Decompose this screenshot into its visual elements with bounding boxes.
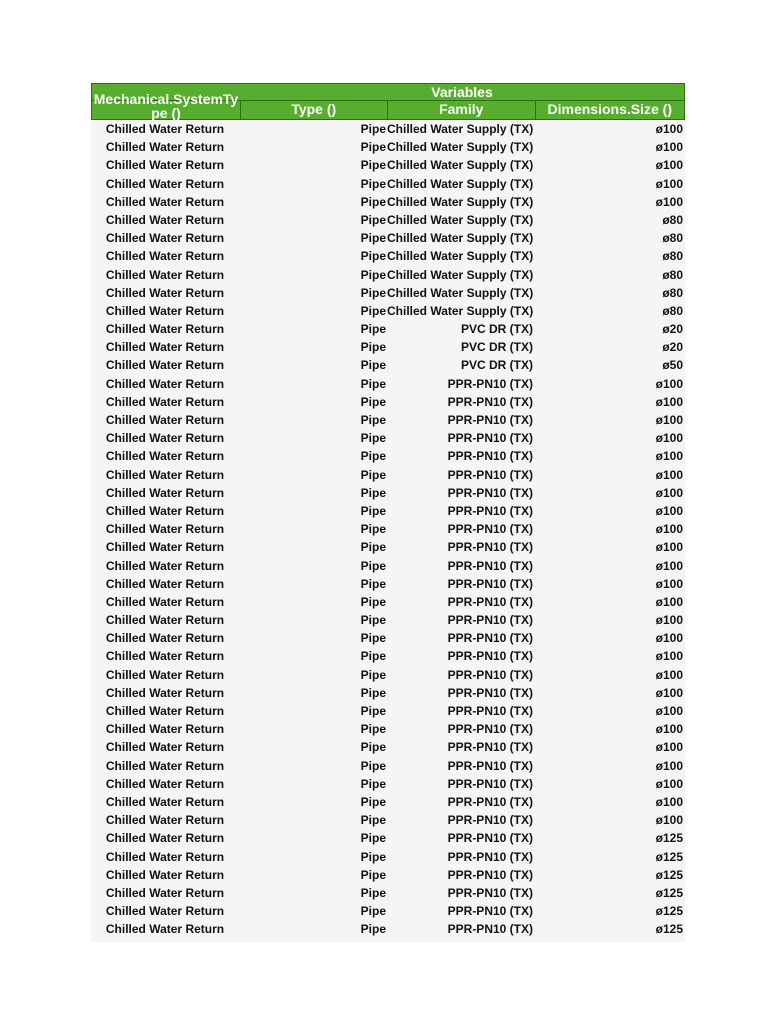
cell-type[interactable]: Pipe [360, 867, 386, 882]
cell-system-type[interactable]: Chilled Water Return [105, 413, 225, 427]
table-row [91, 848, 685, 866]
table-row [91, 593, 685, 611]
cell-size[interactable]: ø100 [655, 794, 683, 809]
table-row [91, 466, 685, 484]
cell-type[interactable]: Pipe [360, 467, 386, 482]
cell-size[interactable]: ø125 [655, 831, 683, 846]
cell-size[interactable]: ø80 [662, 303, 683, 318]
cell-system-type[interactable]: Chilled Water Return [105, 885, 225, 900]
cell-family[interactable]: Chilled Water Supply (TX) [387, 140, 534, 155]
cell-size[interactable]: ø100 [655, 431, 683, 446]
cell-system-type[interactable]: Chilled Water Return [105, 849, 225, 864]
cell-type[interactable]: Pipe [360, 794, 386, 809]
table-row [91, 375, 685, 393]
cell-system-type[interactable]: Chilled Water Return [105, 904, 225, 919]
table-row [91, 211, 685, 229]
cell-system-type[interactable]: Chilled Water Return [105, 758, 225, 773]
cell-type[interactable]: Pipe [360, 704, 386, 718]
cell-system-type[interactable]: Chilled Water Return [105, 631, 225, 646]
cell-size[interactable]: ø100 [655, 667, 683, 682]
cell-size[interactable]: ø100 [655, 394, 683, 409]
table-row [91, 175, 685, 193]
column-header-size[interactable]: Dimensions.Size () [535, 101, 685, 119]
cell-system-type[interactable]: Chilled Water Return [105, 649, 225, 664]
cell-family[interactable]: PPR-PN10 (TX) [447, 740, 533, 755]
cell-family[interactable]: PPR-PN10 (TX) [447, 885, 533, 900]
cell-type[interactable]: Pipe [360, 758, 386, 773]
table-row [91, 193, 685, 211]
cell-family[interactable]: PPR-PN10 (TX) [447, 413, 533, 427]
cell-system-type[interactable]: Chilled Water Return [105, 740, 225, 755]
cell-family[interactable]: PPR-PN10 (TX) [447, 722, 533, 737]
table-row [91, 429, 685, 447]
cell-system-type[interactable]: Chilled Water Return [105, 285, 225, 300]
cell-size[interactable]: ø100 [655, 140, 683, 155]
cell-size[interactable]: ø100 [655, 467, 683, 482]
cell-family[interactable]: PPR-PN10 (TX) [447, 558, 533, 573]
cell-type[interactable]: Pipe [360, 558, 386, 573]
table-row [91, 356, 685, 374]
cell-family[interactable]: PPR-PN10 (TX) [447, 485, 533, 500]
cell-type[interactable]: Pipe [360, 358, 386, 373]
cell-family[interactable]: PPR-PN10 (TX) [447, 394, 533, 409]
table-row [91, 156, 685, 174]
cell-system-type[interactable]: Chilled Water Return [105, 267, 225, 282]
cell-type[interactable]: Pipe [360, 449, 386, 464]
cell-size[interactable]: ø100 [655, 776, 683, 791]
cell-type[interactable]: Pipe [360, 722, 386, 737]
cell-type[interactable]: Pipe [360, 158, 386, 173]
cell-size[interactable]: ø100 [655, 176, 683, 191]
table-row [91, 884, 685, 902]
table-row [91, 484, 685, 502]
cell-type[interactable]: Pipe [360, 231, 386, 246]
cell-type[interactable]: Pipe [360, 813, 386, 828]
cell-system-type[interactable]: Chilled Water Return [105, 685, 225, 700]
column-header-type[interactable]: Type () [240, 101, 388, 119]
cell-size[interactable]: ø125 [655, 867, 683, 882]
column-header-family[interactable]: Family [387, 101, 535, 119]
cell-system-type[interactable]: Chilled Water Return [105, 176, 225, 191]
cell-size[interactable]: ø100 [655, 503, 683, 518]
cell-family[interactable]: PPR-PN10 (TX) [447, 813, 533, 828]
cell-type[interactable]: Pipe [360, 140, 386, 155]
table-row [91, 411, 685, 429]
cell-family[interactable]: Chilled Water Supply (TX) [387, 194, 534, 209]
cell-system-type[interactable]: Chilled Water Return [105, 813, 225, 828]
table-row [91, 920, 685, 938]
cell-type[interactable]: Pipe [360, 431, 386, 446]
cell-type[interactable]: Pipe [360, 322, 386, 337]
cell-type[interactable]: Pipe [360, 413, 386, 427]
cell-system-type[interactable]: Chilled Water Return [105, 212, 225, 227]
table-row [91, 229, 685, 247]
cell-size[interactable]: ø100 [655, 522, 683, 537]
table-row [91, 138, 685, 156]
cell-system-type[interactable]: Chilled Water Return [105, 503, 225, 518]
cell-size[interactable]: ø100 [655, 594, 683, 609]
data-table [91, 83, 685, 942]
cell-family[interactable]: PPR-PN10 (TX) [447, 667, 533, 682]
table-row [91, 611, 685, 629]
cell-family[interactable]: PPR-PN10 (TX) [447, 431, 533, 446]
cell-family[interactable]: PPR-PN10 (TX) [447, 867, 533, 882]
table-row [91, 684, 685, 702]
table-row [91, 575, 685, 593]
table-row [91, 738, 685, 756]
cell-system-type[interactable]: Chilled Water Return [105, 922, 225, 937]
cell-family[interactable]: PPR-PN10 (TX) [447, 540, 533, 555]
cell-family[interactable]: PPR-PN10 (TX) [447, 576, 533, 591]
cell-type[interactable]: Pipe [360, 594, 386, 609]
cell-size[interactable]: ø100 [655, 758, 683, 773]
cell-system-type[interactable]: Chilled Water Return [105, 558, 225, 573]
table-row [91, 666, 685, 684]
cell-type[interactable]: Pipe [360, 540, 386, 555]
cell-system-type[interactable]: Chilled Water Return [105, 140, 225, 155]
cell-size[interactable]: ø100 [655, 413, 683, 427]
table-row [91, 447, 685, 465]
cell-size[interactable]: ø20 [662, 322, 683, 337]
cell-family[interactable]: PPR-PN10 (TX) [447, 758, 533, 773]
cell-family[interactable]: PVC DR (TX) [461, 322, 533, 337]
cell-family[interactable]: PPR-PN10 (TX) [447, 685, 533, 700]
table-row [91, 502, 685, 520]
cell-size[interactable]: ø125 [655, 849, 683, 864]
cell-type[interactable]: Pipe [360, 267, 386, 282]
cell-system-type[interactable]: Chilled Water Return [105, 122, 225, 136]
table-row [91, 247, 685, 265]
cell-family[interactable]: PVC DR (TX) [461, 340, 533, 355]
cell-size[interactable]: ø100 [655, 122, 683, 136]
cell-system-type[interactable]: Chilled Water Return [105, 376, 225, 391]
cell-type[interactable]: Pipe [360, 376, 386, 391]
table-row [91, 393, 685, 411]
cell-family[interactable]: Chilled Water Supply (TX) [387, 176, 534, 191]
cell-system-type[interactable]: Chilled Water Return [105, 704, 225, 718]
cell-family[interactable]: PPR-PN10 (TX) [447, 831, 533, 846]
table-row [91, 320, 685, 338]
cell-size[interactable]: ø100 [655, 649, 683, 664]
cell-size[interactable]: ø80 [662, 267, 683, 282]
cell-system-type[interactable]: Chilled Water Return [105, 467, 225, 482]
cell-size[interactable]: ø100 [655, 685, 683, 700]
cell-type[interactable]: Pipe [360, 285, 386, 300]
cell-type[interactable]: Pipe [360, 667, 386, 682]
table-row [91, 720, 685, 738]
cell-size[interactable]: ø100 [655, 631, 683, 646]
cell-size[interactable]: ø100 [655, 722, 683, 737]
cell-size[interactable]: ø80 [662, 231, 683, 246]
cell-type[interactable]: Pipe [360, 303, 386, 318]
cell-type[interactable]: Pipe [360, 776, 386, 791]
cell-type[interactable]: Pipe [360, 576, 386, 591]
cell-family[interactable]: Chilled Water Supply (TX) [387, 303, 534, 318]
cell-type[interactable]: Pipe [360, 649, 386, 664]
cell-system-type[interactable]: Chilled Water Return [105, 776, 225, 791]
cell-size[interactable]: ø80 [662, 285, 683, 300]
table-row [91, 538, 685, 556]
table-row [91, 284, 685, 302]
cell-system-type[interactable]: Chilled Water Return [105, 867, 225, 882]
table-row [91, 557, 685, 575]
table-row [91, 120, 685, 138]
table-row [91, 757, 685, 775]
cell-family[interactable]: Chilled Water Supply (TX) [387, 285, 534, 300]
cell-family[interactable]: PPR-PN10 (TX) [447, 467, 533, 482]
cell-size[interactable]: ø100 [655, 576, 683, 591]
cell-type[interactable]: Pipe [360, 340, 386, 355]
cell-type[interactable]: Pipe [360, 885, 386, 900]
cell-family[interactable]: Chilled Water Supply (TX) [387, 267, 534, 282]
cell-family[interactable]: PPR-PN10 (TX) [447, 904, 533, 919]
cell-type[interactable]: Pipe [360, 631, 386, 646]
table-row [91, 266, 685, 284]
cell-system-type[interactable]: Chilled Water Return [105, 340, 225, 355]
table-row [91, 866, 685, 884]
cell-family[interactable]: Chilled Water Supply (TX) [387, 231, 534, 246]
cell-type[interactable]: Pipe [360, 194, 386, 209]
table-row [91, 647, 685, 665]
cell-size[interactable]: ø100 [655, 485, 683, 500]
cell-family[interactable]: PPR-PN10 (TX) [447, 849, 533, 864]
cell-system-type[interactable]: Chilled Water Return [105, 449, 225, 464]
table-row [91, 338, 685, 356]
cell-system-type[interactable]: Chilled Water Return [105, 522, 225, 537]
cell-size[interactable]: ø100 [655, 740, 683, 755]
cell-type[interactable]: Pipe [360, 849, 386, 864]
cell-system-type[interactable]: Chilled Water Return [105, 540, 225, 555]
cell-family[interactable]: PPR-PN10 (TX) [447, 503, 533, 518]
table-row [91, 793, 685, 811]
table-row [91, 302, 685, 320]
cell-system-type[interactable]: Chilled Water Return [105, 249, 225, 264]
cell-type[interactable]: Pipe [360, 394, 386, 409]
cell-family[interactable]: PPR-PN10 (TX) [447, 594, 533, 609]
cell-size[interactable]: ø125 [655, 904, 683, 919]
group-header-label: Variables [431, 84, 493, 100]
cell-system-type[interactable]: Chilled Water Return [105, 576, 225, 591]
cell-family[interactable]: PPR-PN10 (TX) [447, 922, 533, 937]
cell-system-type[interactable]: Chilled Water Return [105, 158, 225, 173]
cell-family[interactable]: PPR-PN10 (TX) [447, 704, 533, 718]
cell-size[interactable]: ø100 [655, 540, 683, 555]
cell-size[interactable]: ø100 [655, 813, 683, 828]
cell-size[interactable]: ø100 [655, 376, 683, 391]
cell-family[interactable]: PPR-PN10 (TX) [447, 776, 533, 791]
cell-family[interactable]: PPR-PN10 (TX) [447, 449, 533, 464]
cell-type[interactable]: Pipe [360, 685, 386, 700]
cell-type[interactable]: Pipe [360, 176, 386, 191]
cell-size[interactable]: ø100 [655, 558, 683, 573]
cell-system-type[interactable]: Chilled Water Return [105, 194, 225, 209]
cell-type[interactable]: Pipe [360, 485, 386, 500]
table-body [91, 120, 685, 942]
cell-system-type[interactable]: Chilled Water Return [105, 303, 225, 318]
cell-size[interactable]: ø125 [655, 922, 683, 937]
cell-family[interactable]: PPR-PN10 (TX) [447, 522, 533, 537]
cell-system-type[interactable]: Chilled Water Return [105, 431, 225, 446]
cell-size[interactable]: ø100 [655, 194, 683, 209]
cell-type[interactable]: Pipe [360, 922, 386, 937]
cell-type[interactable]: Pipe [360, 740, 386, 755]
cell-family[interactable]: PPR-PN10 (TX) [447, 613, 533, 628]
cell-type[interactable]: Pipe [360, 904, 386, 919]
table-row [91, 629, 685, 647]
cell-size[interactable]: ø100 [655, 158, 683, 173]
table-row [91, 775, 685, 793]
cell-system-type[interactable]: Chilled Water Return [105, 322, 225, 337]
cell-type[interactable]: Pipe [360, 522, 386, 537]
cell-size[interactable]: ø80 [662, 249, 683, 264]
cell-size[interactable]: ø100 [655, 613, 683, 628]
cell-type[interactable]: Pipe [360, 249, 386, 264]
cell-family[interactable]: Chilled Water Supply (TX) [387, 158, 534, 173]
cell-family[interactable]: Chilled Water Supply (TX) [387, 212, 534, 227]
cell-size[interactable]: ø125 [655, 885, 683, 900]
cell-size[interactable]: ø100 [655, 704, 683, 718]
cell-system-type[interactable]: Chilled Water Return [105, 831, 225, 846]
table-row [91, 520, 685, 538]
cell-system-type[interactable]: Chilled Water Return [105, 485, 225, 500]
column-header-system-type[interactable]: Mechanical.SystemType () [93, 92, 239, 120]
table-row [91, 702, 685, 720]
cell-family[interactable]: PPR-PN10 (TX) [447, 649, 533, 664]
cell-family[interactable]: PPR-PN10 (TX) [447, 376, 533, 391]
cell-system-type[interactable]: Chilled Water Return [105, 394, 225, 409]
cell-type[interactable]: Pipe [360, 503, 386, 518]
cell-size[interactable]: ø50 [662, 358, 683, 373]
cell-type[interactable]: Pipe [360, 212, 386, 227]
cell-family[interactable]: PVC DR (TX) [461, 358, 533, 373]
cell-family[interactable]: PPR-PN10 (TX) [447, 794, 533, 809]
cell-type[interactable]: Pipe [360, 613, 386, 628]
cell-size[interactable]: ø20 [662, 340, 683, 355]
cell-system-type[interactable]: Chilled Water Return [105, 667, 225, 682]
cell-system-type[interactable]: Chilled Water Return [105, 594, 225, 609]
cell-system-type[interactable]: Chilled Water Return [105, 613, 225, 628]
cell-type[interactable]: Pipe [360, 122, 386, 136]
cell-system-type[interactable]: Chilled Water Return [105, 231, 225, 246]
table-row [91, 811, 685, 829]
table-row [91, 902, 685, 920]
cell-system-type[interactable]: Chilled Water Return [105, 358, 225, 373]
cell-family[interactable]: Chilled Water Supply (TX) [387, 249, 534, 264]
cell-family[interactable]: PPR-PN10 (TX) [447, 631, 533, 646]
cell-size[interactable]: ø100 [655, 449, 683, 464]
cell-size[interactable]: ø80 [662, 212, 683, 227]
cell-system-type[interactable]: Chilled Water Return [105, 794, 225, 809]
cell-type[interactable]: Pipe [360, 831, 386, 846]
table-row [91, 829, 685, 847]
cell-system-type[interactable]: Chilled Water Return [105, 722, 225, 737]
cell-family[interactable]: Chilled Water Supply (TX) [387, 122, 534, 136]
